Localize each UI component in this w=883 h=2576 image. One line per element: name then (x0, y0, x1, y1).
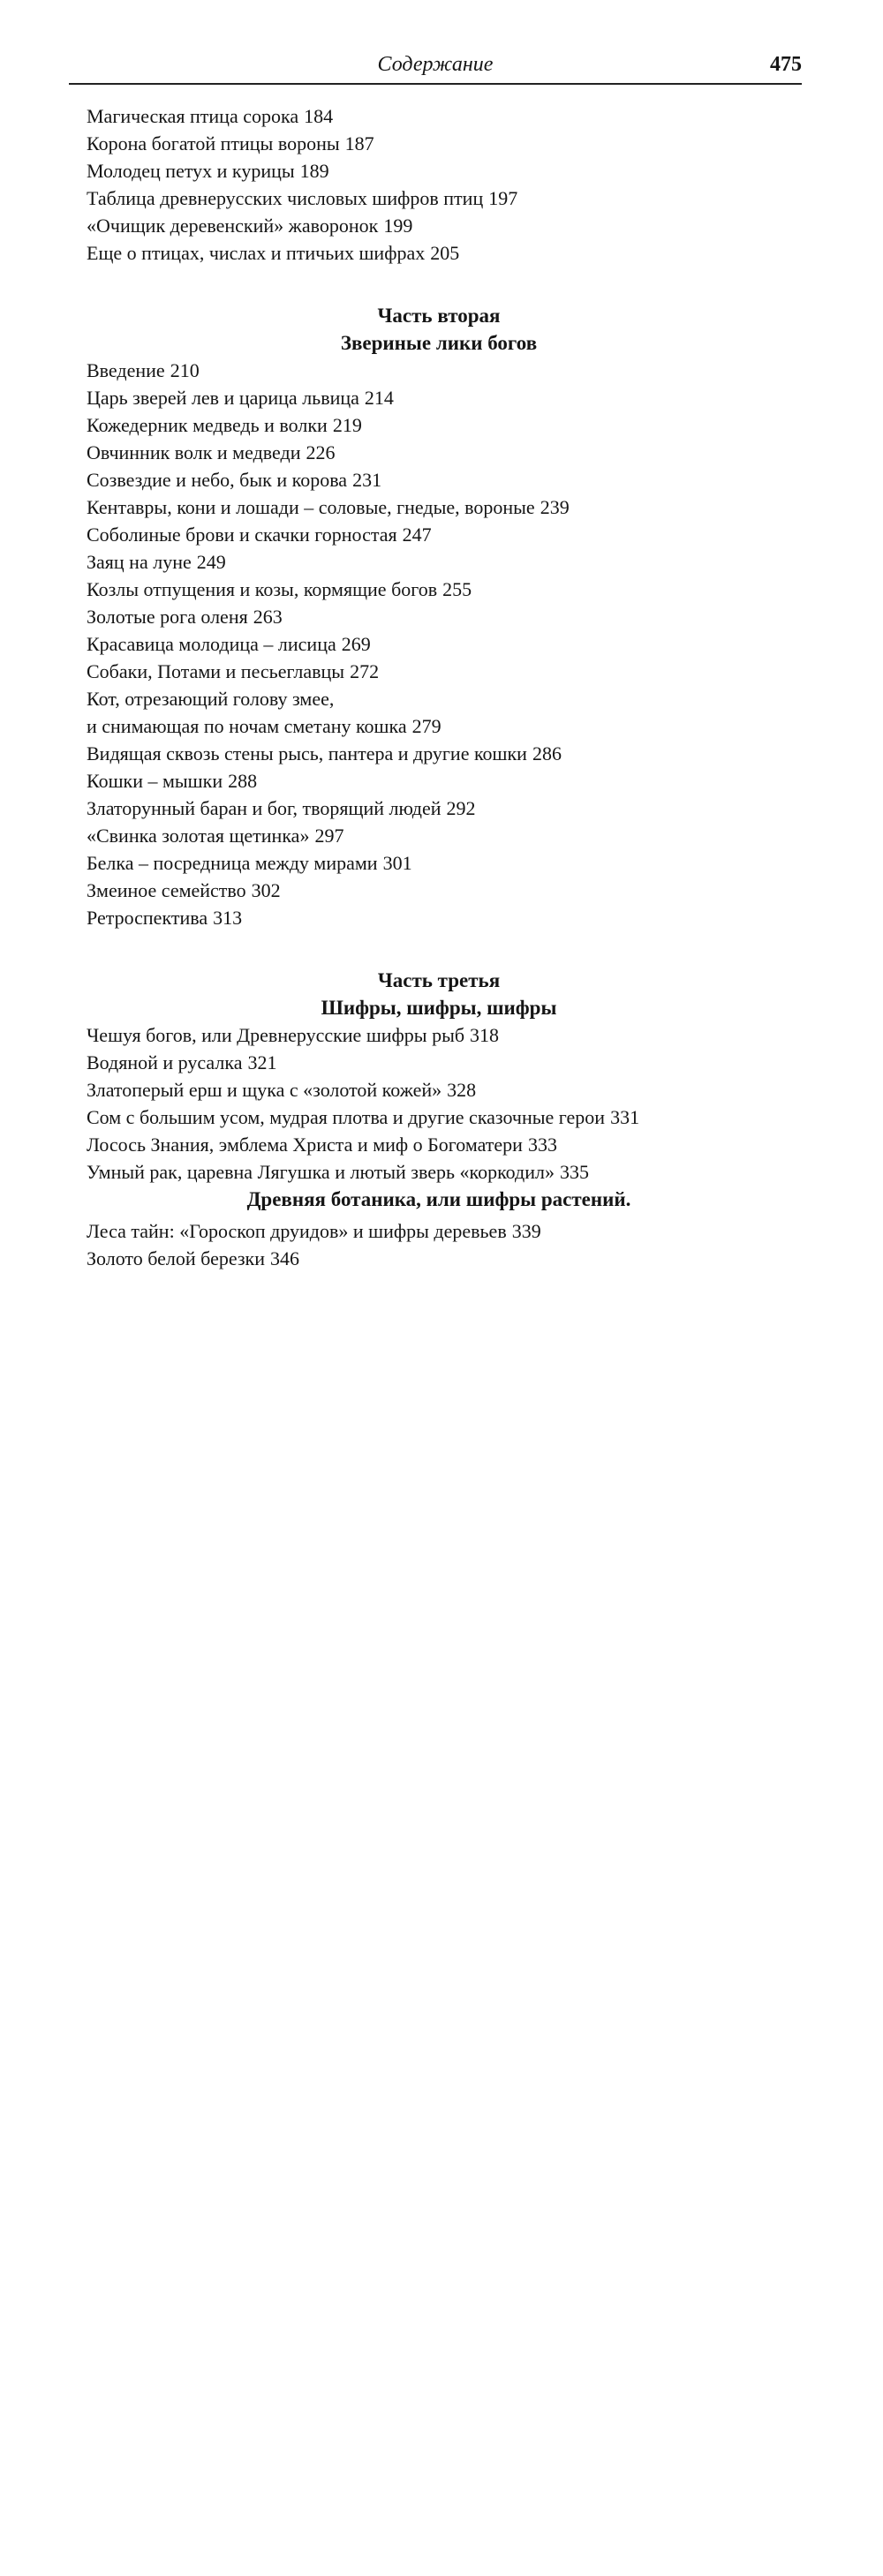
entry-page: 346 (270, 1247, 300, 1269)
entry-page: 292 (446, 797, 476, 819)
entry-title: Водяной и русалка (87, 1051, 243, 1073)
entry-page: 226 (306, 441, 336, 463)
entry-page: 272 (350, 660, 380, 682)
subsection-title: Древняя ботаника, или шифры растений. (246, 1188, 631, 1210)
part3-title: Шифры, шифры, шифры (321, 997, 557, 1019)
entry-title: Умный рак, царевна Лягушка и лютый зверь «коркодил» (87, 1161, 555, 1183)
entry-page: 219 (332, 414, 362, 436)
entry-title: «Свинка золотая щетинка» (87, 825, 310, 847)
entry-title: Собаки, Потами и песьеглавцы (87, 660, 345, 682)
entry-page: 205 (430, 242, 460, 264)
toc-entry (87, 357, 791, 384)
entry-page: 199 (383, 215, 413, 237)
table-of-contents (87, 102, 791, 1272)
entry-page: 286 (532, 742, 562, 765)
part2-entries (87, 357, 791, 931)
entry-page: 318 (470, 1024, 500, 1046)
entry-page: 269 (341, 633, 371, 655)
entry-page: 333 (527, 1134, 557, 1156)
entry-title: Царь зверей лев и царица львица (87, 387, 359, 409)
entry-page: 297 (314, 825, 344, 847)
toc-entry (87, 212, 791, 239)
entry-title: Золото белой березки (87, 1247, 266, 1269)
entry-title: Сом с большим усом, мудрая плотва и другие сказочные герои (87, 1106, 606, 1128)
entry-title: Лосось Знания, эмблема Христа и миф о Богоматери (87, 1134, 523, 1156)
entry-title: Змеиное семейство (87, 879, 246, 901)
section1-entries (87, 102, 791, 267)
entry-page: 239 (540, 496, 570, 518)
entry-title: Златорунный баран и бог, творящий людей (87, 797, 442, 819)
part2-label: Часть вторая (377, 305, 501, 327)
entry-page: 339 (511, 1220, 541, 1242)
entry-page: 313 (213, 907, 243, 929)
entry-title: Козлы отпущения и козы, кормящие богов (87, 578, 438, 600)
entry-page: 247 (402, 523, 432, 546)
toc-entry (87, 102, 791, 130)
entry-title: Магическая птица сорока (87, 105, 299, 127)
entry-title: «Очищик деревенский» жаворонок (87, 215, 379, 237)
toc-entry (87, 157, 791, 185)
entry-page: 249 (196, 551, 226, 573)
entry-title: Таблица древнерусских числовых шифров птиц (87, 187, 484, 209)
entry-page: 189 (299, 160, 329, 182)
entry-page: 197 (488, 187, 518, 209)
entry-page: 231 (352, 469, 382, 491)
toc-entry (87, 130, 791, 157)
entry-page: 263 (253, 606, 283, 628)
part2-title: Звериные лики богов (340, 332, 538, 354)
toc-entry (87, 239, 791, 267)
entry-page: 331 (610, 1106, 640, 1128)
entry-title: Золотые рога оленя (87, 606, 248, 628)
entry-title: Корона богатой птицы вороны (87, 132, 340, 154)
part3-label: Часть третья (377, 969, 501, 991)
entry-page: 184 (304, 105, 334, 127)
entry-page: 328 (447, 1079, 477, 1101)
entry-title: Введение (87, 359, 165, 381)
entry-page: 301 (382, 852, 412, 874)
page-number: 475 (770, 53, 802, 76)
entry-title: Еще о птицах, числах и птичьих шифрах (87, 242, 426, 264)
entry-title: Леса тайн: «Гороскоп друидов» и шифры деревьев (87, 1220, 507, 1242)
entry-title: Видящая сквозь стены рысь, пантера и другие кошки (87, 742, 527, 765)
entry-title: Овчинник волк и медведи (87, 441, 301, 463)
entry-page: 255 (442, 578, 472, 600)
entry-title: Созвездие и небо, бык и корова (87, 469, 348, 491)
entry-page: 302 (251, 879, 281, 901)
entry-title: Красавица молодица – лисица (87, 633, 336, 655)
entry-title: Заяц на луне (87, 551, 192, 573)
entry-page: 279 (411, 715, 442, 737)
running-header (69, 51, 802, 85)
entry-page: 214 (364, 387, 394, 409)
entry-title: Чешуя богов, или Древнерусские шифры рыб (87, 1024, 465, 1046)
entry-title: Соболиные брови и скачки горностая (87, 523, 397, 546)
entry-page: 187 (344, 132, 374, 154)
entry-title: Белка – посредница между мирами (87, 852, 378, 874)
entry-title: Молодец петух и курицы (87, 160, 295, 182)
entry-title: и снимающая по ночам сметану кошка (87, 715, 407, 737)
entry-title: Ретроспектива (87, 907, 208, 929)
entry-page: 210 (170, 359, 200, 381)
entry-title: Кожедерник медведь и волки (87, 414, 328, 436)
entry-page: 321 (247, 1051, 277, 1073)
entry-page: 288 (228, 770, 258, 792)
entry-title: Кошки – мышки (87, 770, 223, 792)
running-title: Содержание (377, 53, 494, 76)
entry-title: Кот, отрезающий голову змее, (87, 688, 335, 710)
entry-page: 335 (559, 1161, 589, 1183)
entry-title: Кентавры, кони и лошади – соловые, гнедые, вороные (87, 496, 535, 518)
entry-title: Златоперый ерш и щука с «золотой кожей» (87, 1079, 442, 1101)
